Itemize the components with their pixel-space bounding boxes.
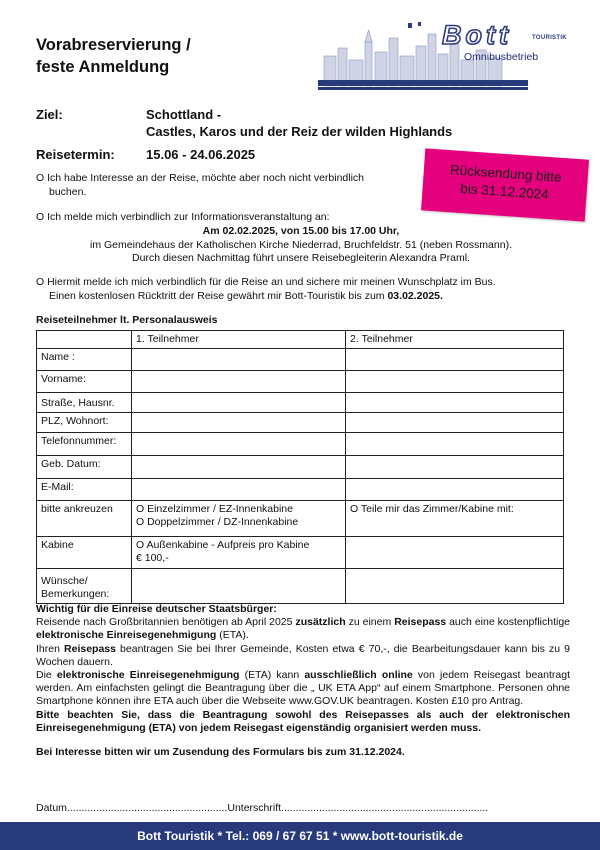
ziel-line-2: Castles, Karos und der Reiz der wilden Highlands	[146, 124, 453, 139]
info-paragraph-3: Die elektronische Einreisegenehmigung (ETA) kann ausschließlich online von jedem Reisegast beantragt werden. Am einfachsten gelingt die Beantragung über die „ UK ETA App“ auf einem Smartphone. Personen ohne Smartphone können ihre ETA auch über die Webseite www.GOV.UK beantragen. Kosten £10 pro Antrag.	[36, 669, 570, 708]
vorname-field-2[interactable]	[346, 371, 564, 393]
table-row: Wünsche/ Bemerkungen:	[37, 569, 564, 604]
phone-field-2[interactable]	[346, 433, 564, 456]
remarks-field-2[interactable]	[346, 569, 564, 604]
outside-cabin-checkbox[interactable]: O Außenkabine - Aufpreis pro Kabine € 100,-	[132, 537, 346, 569]
table-row: bitte ankreuzen O Einzelzimmer / EZ-Innenkabine O Doppelzimmer / DZ-Innenkabine O Teile mir das Zimmer/Kabine mit:	[37, 501, 564, 537]
email-field-2[interactable]	[346, 479, 564, 501]
table-row: Name :	[37, 349, 564, 371]
info-paragraph-5: Bei Interesse bitten wir um Zusendung des Formulars bis zum 31.12.2024.	[36, 746, 405, 759]
double-room-checkbox[interactable]: O Doppelzimmer / DZ-Innenkabine	[136, 516, 299, 528]
info-paragraph-2: Ihren Reisepass beantragen Sie bei Ihrer Gemeinde, Kosten etwa € 70,-, die Bearbeitungsdauer kann bis zu 9 Wochen dauern.	[36, 642, 570, 668]
reisetermin-value: 15.06 - 24.06.2025	[146, 147, 256, 162]
birthdate-field-2[interactable]	[346, 456, 564, 479]
street-field-2[interactable]	[346, 393, 564, 413]
table-row: PLZ, Wohnort:	[37, 413, 564, 433]
return-note-line-1: Rücksendung bitte	[449, 162, 563, 185]
page-title	[36, 34, 191, 78]
phone-field-1[interactable]	[132, 433, 346, 456]
ziel-label: Ziel:	[36, 107, 63, 122]
table-row: Vorname:	[37, 371, 564, 393]
participants-heading: Reiseteilnehmer lt. Personalausweis	[36, 314, 218, 326]
col-participant-1: 1. Teilnehmer	[132, 331, 346, 349]
table-row: Geb. Datum:	[37, 456, 564, 479]
ziel-line-1: Schottland -	[146, 107, 222, 122]
logo-touristik-text: TOURISTIK	[532, 35, 567, 41]
info-event-guide: Durch diesen Nachmittag führt unsere Reisebegleiterin Alexandra Praml.	[132, 252, 470, 264]
table-row: Kabine O Außenkabine - Aufpreis pro Kabine € 100,-	[37, 537, 564, 569]
signature-line	[36, 802, 488, 814]
return-note-line-2: bis 31.12.2024	[459, 180, 550, 203]
cabin-field-2[interactable]	[346, 537, 564, 569]
date-field[interactable]: Datum.......................................................	[36, 802, 228, 814]
participants-table	[36, 330, 564, 604]
reisetermin-label: Reisetermin:	[36, 147, 115, 162]
entry-requirements-info	[36, 603, 570, 759]
ziel-value	[146, 106, 452, 140]
title-line-1: Vorabreservierung /	[36, 36, 191, 54]
name-field-1[interactable]	[132, 349, 346, 371]
info-paragraph-4: Bitte beachten Sie, dass die Beantragung sowohl des Reisepasses als auch der elektronischen Einreisegenehmigung (ETA) von jedem Reisegast eigenständig organisiert werden muss.	[36, 708, 570, 734]
signature-field[interactable]: Unterschrift.......................................................................	[227, 802, 489, 814]
logo-subtitle: Omnibusbetrieb	[464, 51, 539, 63]
remarks-field-1[interactable]	[132, 569, 346, 604]
birthdate-field-1[interactable]	[132, 456, 346, 479]
table-row: E-Mail:	[37, 479, 564, 501]
col-participant-2: 2. Teilnehmer	[346, 331, 564, 349]
option-booking-checkbox[interactable]: O Hiermit melde ich mich verbindlich für die Reise an und sichere mir meinen Wunschplatz im Bus. Einen kostenlosen Rücktritt der Reise gewährt mir Bott-Touristik bis zum 03.02.2025.	[36, 276, 496, 302]
footer-bar: Bott Touristik * Tel.: 069 / 67 67 51 * www.bott-touristik.de	[0, 822, 600, 850]
info-heading: Wichtig für die Einreise deutscher Staatsbürger:	[36, 603, 277, 615]
city-field-2[interactable]	[346, 413, 564, 433]
email-field-1[interactable]	[132, 479, 346, 501]
share-room-checkbox[interactable]: O Teile mir das Zimmer/Kabine mit:	[346, 501, 564, 537]
option-interest-checkbox[interactable]: O Ich habe Interesse an der Reise, möchte aber noch nicht verbindlich buchen.	[36, 172, 365, 198]
table-row: Telefonnummer:	[37, 433, 564, 456]
cancellation-deadline: 03.02.2025.	[387, 290, 443, 302]
name-field-2[interactable]	[346, 349, 564, 371]
info-event-date: Am 02.02.2025, von 15.00 bis 17.00 Uhr,	[202, 225, 400, 237]
info-event-place: im Gemeindehaus der Katholischen Kirche Niederrad, Bruchfeldstr. 51 (neben Rossmann).	[90, 239, 512, 251]
city-field-1[interactable]	[132, 413, 346, 433]
info-paragraph-1: Reisende nach Großbritannien benötigen ab April 2025 zusätzlich zu einem Reisepass auch eine kostenpflichtige elektronische Einreisegenehmigung (ETA).	[36, 616, 570, 642]
option-info-event-checkbox[interactable]: O Ich melde mich verbindlich zur Informationsveranstaltung an:	[36, 211, 330, 223]
table-row: Straße, Hausnr.	[37, 393, 564, 413]
single-room-checkbox[interactable]: O Einzelzimmer / EZ-Innenkabine	[136, 503, 293, 515]
table-header-row	[37, 331, 564, 349]
vorname-field-1[interactable]	[132, 371, 346, 393]
title-line-2: feste Anmeldung	[36, 58, 170, 76]
street-field-1[interactable]	[132, 393, 346, 413]
logo-brand-text: Bott	[442, 20, 512, 50]
